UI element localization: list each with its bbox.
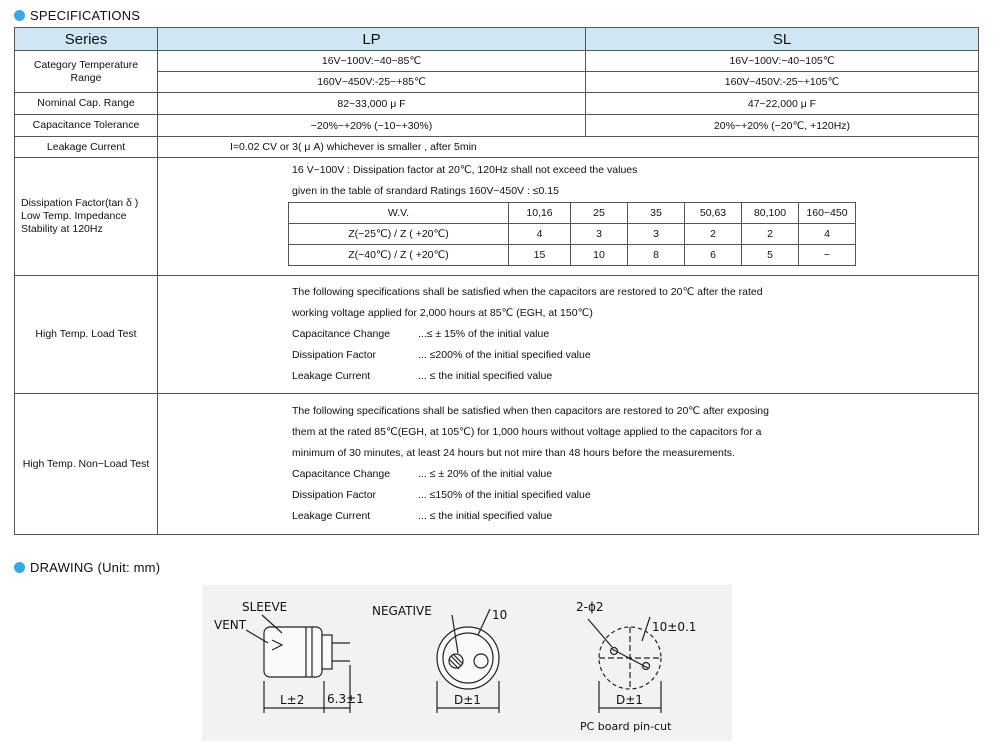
impedance-subtable <box>288 202 856 266</box>
capacitor-side-body <box>264 627 322 677</box>
item-name: Dissipation Factor <box>292 489 377 501</box>
header-lp: LP <box>158 28 586 51</box>
non-load-test-item <box>292 485 974 506</box>
pcb-pin-cut-label: PC board pin-cut <box>580 720 672 733</box>
table-row <box>15 137 979 158</box>
subtable-header: 10,16 <box>509 203 571 224</box>
table-row <box>15 276 979 394</box>
subtable-cell: 6 <box>685 245 742 266</box>
table-header-row <box>15 28 979 51</box>
item-value: ... ≤ the initial specified value <box>418 510 553 522</box>
drawing-title: DRAWING (Unit: mm) <box>30 560 161 575</box>
table-row <box>15 93 979 115</box>
non-load-test-line: The following specifications shall be satisfied when then capacitors are restored to 20℃ after exposing <box>292 405 769 417</box>
bullet-dot-icon <box>14 562 25 573</box>
length-label: L±2 <box>280 693 305 707</box>
cap-tolerance-label: Capacitance Tolerance <box>15 115 158 137</box>
specifications-table <box>14 27 979 535</box>
dimension-drawing <box>202 585 732 741</box>
non-load-test-item <box>292 506 974 527</box>
subtable-cell: 2 <box>685 224 742 245</box>
item-value: ... ≤ ± 20% of the initial value <box>418 468 553 480</box>
sleeve-label: SLEEVE <box>242 600 288 614</box>
category-sl-high: 160V~450V:-25~+105℃ <box>586 72 979 93</box>
nominal-cap-sl: 47~22,000 μ F <box>586 93 979 115</box>
specifications-table-wrapper <box>14 27 978 545</box>
load-test-line: working voltage applied for 2,000 hours at 85℃ (EGH, at 150℃) <box>292 307 593 319</box>
negative-label: NEGATIVE <box>372 604 432 618</box>
leakage-current-value: I=0.02 CV or 3( μ A) whichever is smaller , after 5min <box>158 137 979 158</box>
angle-leader-line <box>642 617 650 641</box>
load-test-content <box>158 276 979 394</box>
item-name: Dissipation Factor <box>292 349 377 361</box>
holes-leader-line <box>588 619 612 647</box>
specifications-heading <box>14 8 140 23</box>
specifications-title: SPECIFICATIONS <box>30 8 141 23</box>
item-value: ...≤ ± 15% of the initial value <box>418 328 550 340</box>
subtable-row <box>289 245 856 266</box>
vent-label: VENT <box>214 618 247 632</box>
subtable-cell: 5 <box>742 245 799 266</box>
subtable-cell: 10 <box>571 245 628 266</box>
pin-length-label: 6.3±1 <box>327 692 364 706</box>
dissipation-factor-content <box>158 158 979 276</box>
capacitor-base <box>322 635 332 669</box>
item-name: Capacitance Change <box>292 328 391 340</box>
angle-label-1: 10 <box>492 608 508 622</box>
subtable-row <box>289 224 856 245</box>
table-row <box>15 72 979 93</box>
table-row <box>15 51 979 72</box>
subtable-cell: 4 <box>799 224 856 245</box>
subtable-header: 35 <box>628 203 685 224</box>
subtable-cell: 2 <box>742 224 799 245</box>
table-row <box>15 115 979 137</box>
nominal-cap-label: Nominal Cap. Range <box>15 93 158 115</box>
subtable-header: 160~450 <box>799 203 856 224</box>
dissipation-intro-line: 16 V~100V : Dissipation factor at 20℃, 120Hz shall not exceed the values <box>292 164 638 176</box>
dissipation-label-line: Low Temp. Impedance <box>21 210 127 222</box>
cap-tolerance-lp: −20%~+20% (−10~+30%) <box>158 115 586 137</box>
load-test-label: High Temp. Load Test <box>15 276 158 394</box>
drawing-heading <box>14 560 160 575</box>
capacitor-bottom-view <box>437 627 499 689</box>
leakage-current-label: Leakage Current <box>15 137 158 158</box>
load-test-item <box>292 366 974 387</box>
subtable-cell: − <box>799 245 856 266</box>
subtable-cell: Z(−40℃) / Z ( +20℃) <box>289 245 509 266</box>
header-sl: SL <box>586 28 979 51</box>
table-row <box>15 394 979 535</box>
subtable-header: W.V. <box>289 203 509 224</box>
load-test-item <box>292 324 974 345</box>
item-value: ... ≤200% of the initial specified value <box>418 349 591 361</box>
holes-label: 2-ϕ2 <box>576 600 604 614</box>
load-test-item <box>292 345 974 366</box>
subtable-cell: 15 <box>509 245 571 266</box>
subtable-header: 25 <box>571 203 628 224</box>
non-load-test-item <box>292 464 974 485</box>
subtable-header: 80,100 <box>742 203 799 224</box>
category-temperature-label: Category Temperature Range <box>15 51 158 93</box>
non-load-test-label: High Temp. Non−Load Test <box>15 394 158 535</box>
diameter-label-2: D±1 <box>616 693 643 707</box>
non-load-test-content <box>158 394 979 535</box>
dissipation-label-line: Dissipation Factor(tan δ ) <box>21 197 139 209</box>
nominal-cap-lp: 82~33,000 μ F <box>158 93 586 115</box>
dissipation-intro-line: given in the table of srandard Ratings 160V~450V : ≤0.15 <box>292 185 559 197</box>
subtable-cell: 8 <box>628 245 685 266</box>
item-value: ... ≤150% of the initial specified value <box>418 489 591 501</box>
subtable-cell: 4 <box>509 224 571 245</box>
angle-label-2: 10±0.1 <box>652 620 697 634</box>
bullet-dot-icon <box>14 10 25 21</box>
load-test-line: The following specifications shall be satisfied when the capacitors are restored to 20℃ after the rated <box>292 286 763 298</box>
subtable-cell: 3 <box>628 224 685 245</box>
capacitor-drawing-svg <box>202 585 732 741</box>
item-name: Capacitance Change <box>292 468 391 480</box>
table-row <box>15 158 979 276</box>
non-load-test-line: them at the rated 85℃(EGH, at 105℃) for 1,000 hours without voltage applied to the capacitors for a <box>292 426 762 438</box>
subtable-header: 50,63 <box>685 203 742 224</box>
diameter-label-1: D±1 <box>454 693 481 707</box>
subtable-cell: 3 <box>571 224 628 245</box>
category-lp-low: 16V~100V:−40~85℃ <box>158 51 586 72</box>
dissipation-label-line: Stability at 120Hz <box>21 223 103 235</box>
category-sl-low: 16V~100V:−40~105℃ <box>586 51 979 72</box>
subtable-header-row <box>289 203 856 224</box>
category-lp-high: 160V~450V:-25~+85℃ <box>158 72 586 93</box>
item-value: ... ≤ the initial specified value <box>418 370 553 382</box>
item-name: Leakage Current <box>292 370 371 382</box>
subtable-cell: Z(−25℃) / Z ( +20℃) <box>289 224 509 245</box>
non-load-test-line: minimum of 30 minutes, at least 24 hours but not mire than 48 hours before the measurements. <box>292 447 735 459</box>
dissipation-factor-label <box>15 158 158 276</box>
cap-tolerance-sl: 20%~+20% (−20℃, +120Hz) <box>586 115 979 137</box>
header-series: Series <box>15 28 158 51</box>
item-name: Leakage Current <box>292 510 371 522</box>
